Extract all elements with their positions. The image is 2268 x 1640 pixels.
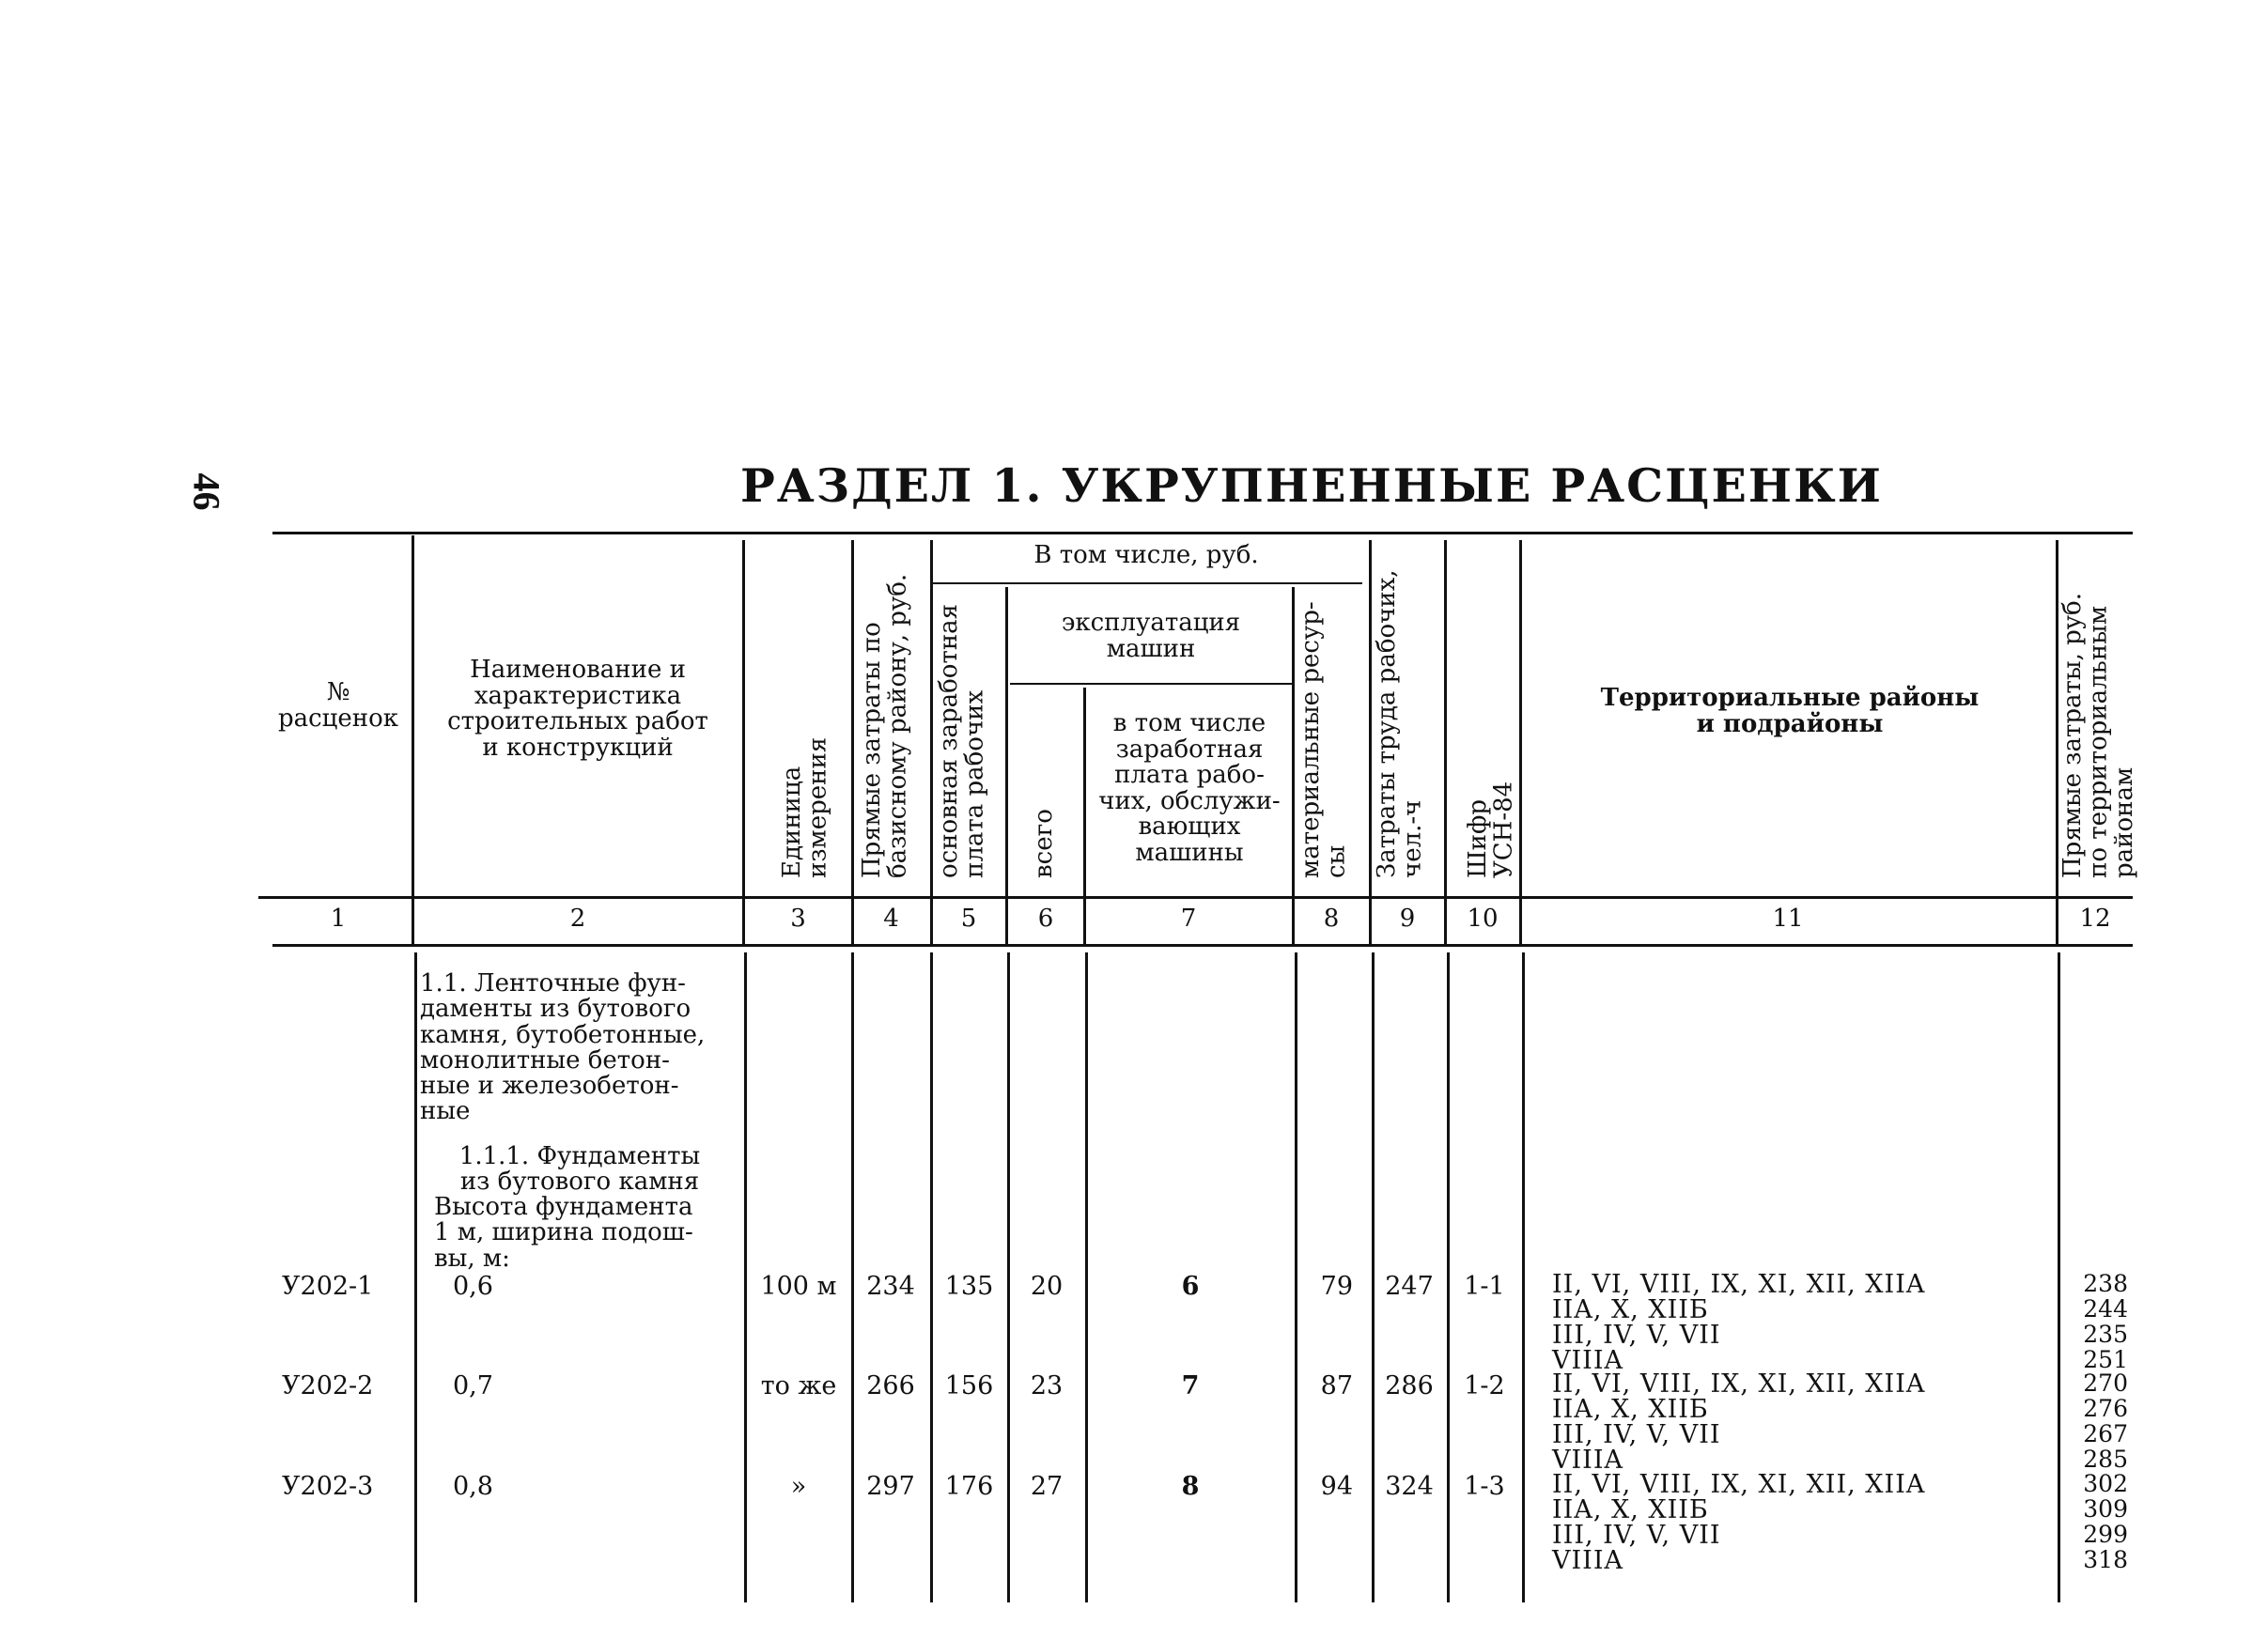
- colnum-10: 10: [1467, 905, 1499, 933]
- colnum-2: 2: [569, 905, 586, 933]
- page-number: 46: [185, 472, 228, 511]
- vrule-5: [1005, 587, 1008, 944]
- header-col4: Прямые затраты по базисному району, руб.: [858, 573, 912, 878]
- cell-labor: 286: [1385, 1371, 1434, 1400]
- cell-region: III, IV, V, VII: [1552, 1321, 1721, 1350]
- section-heading: 1.1. Ленточные фун- даменты из бутового камня, бутобетонные, монолитные бетон- ные и железобетон- ные: [420, 969, 706, 1126]
- cell-machines-wage: 7: [1181, 1371, 1200, 1400]
- cell-region: II, VI, VIII, IX, XI, XII, XIIA: [1552, 1369, 1926, 1399]
- section-subheading: 1.1.1. Фундаменты из бутового камня: [458, 1142, 701, 1197]
- cell-region-cost: 302: [2083, 1470, 2128, 1497]
- cell-code: У202-2: [282, 1371, 374, 1400]
- section-description: Высота фундамента 1 м, ширина подош- вы, м:: [434, 1193, 693, 1273]
- cell-unit: »: [790, 1472, 807, 1501]
- cell-region-cost: 270: [2083, 1369, 2128, 1397]
- cell-region-cost: 309: [2083, 1495, 2128, 1523]
- vrule-10: [1519, 540, 1522, 944]
- body-vrule-11: [2058, 952, 2060, 1602]
- body-vrule-2: [744, 952, 747, 1602]
- cell-region: VIIIA: [1552, 1446, 1623, 1475]
- header-exploit: эксплуатация машин: [1061, 609, 1241, 663]
- cell-region-cost: 299: [2083, 1521, 2128, 1548]
- vrule-2: [742, 540, 745, 944]
- cell-name: 0,7: [453, 1371, 493, 1400]
- cell-region-cost: 285: [2083, 1446, 2128, 1473]
- cell-region: II, VI, VIII, IX, XI, XII, XIIA: [1552, 1270, 1926, 1299]
- cell-wage: 135: [944, 1272, 994, 1301]
- colnum-3: 3: [790, 905, 806, 933]
- cell-unit: то же: [760, 1371, 837, 1400]
- vrule-4: [930, 540, 933, 944]
- cell-cipher: 1-3: [1464, 1472, 1505, 1501]
- cell-machines-wage: 8: [1181, 1472, 1200, 1501]
- header-col8: материальные ресур- сы: [1297, 601, 1351, 878]
- vrule-7: [1292, 587, 1295, 944]
- cell-labor: 247: [1385, 1272, 1434, 1301]
- cell-materials: 79: [1320, 1272, 1353, 1301]
- cell-machines-total: 27: [1030, 1472, 1064, 1501]
- cell-wage: 176: [944, 1472, 994, 1501]
- cell-direct: 234: [866, 1272, 915, 1301]
- cell-region: VIIIA: [1552, 1346, 1623, 1375]
- vrule-1: [412, 535, 414, 944]
- header-col7: в том числе заработная плата рабо- чих, обслужи- вающих машины: [1098, 709, 1281, 867]
- colnum-11: 11: [1772, 905, 1804, 933]
- cell-cipher: 1-2: [1464, 1371, 1505, 1400]
- vrule-8: [1369, 540, 1372, 944]
- cell-region-cost: 318: [2083, 1546, 2128, 1573]
- colnum-8: 8: [1323, 905, 1340, 933]
- colnum-7: 7: [1180, 905, 1197, 933]
- header-col3: Единица измерения: [778, 736, 832, 878]
- cell-name: 0,6: [453, 1272, 493, 1301]
- cell-wage: 156: [944, 1371, 994, 1400]
- cell-region-cost: 251: [2083, 1346, 2128, 1373]
- cell-direct: 297: [866, 1472, 915, 1501]
- colnum-1: 1: [330, 905, 347, 933]
- section-title: РАЗДЕЛ 1. УКРУПНЕННЫЕ РАСЦЕНКИ: [740, 458, 1883, 513]
- colnum-12: 12: [2079, 905, 2111, 933]
- cell-region-cost: 267: [2083, 1420, 2128, 1447]
- header-col9: Затраты труда рабочих, чел.-ч: [1373, 569, 1427, 878]
- colnum-5: 5: [960, 905, 977, 933]
- group-rule: [930, 582, 1362, 584]
- cell-unit: 100 м: [760, 1272, 837, 1301]
- cell-region-cost: 276: [2083, 1395, 2128, 1422]
- cell-name: 0,8: [453, 1472, 493, 1501]
- table-top-rule: [272, 532, 2133, 534]
- cell-region: III, IV, V, VII: [1552, 1420, 1721, 1449]
- header-col2: Наименование и характеристика строительных работ и конструкций: [447, 656, 708, 762]
- cell-cipher: 1-1: [1464, 1272, 1505, 1301]
- header-col11: Территориальные районы и подрайоны: [1600, 684, 1980, 738]
- colnum-9: 9: [1399, 905, 1416, 933]
- cell-region: IIA, X, XIIБ: [1552, 1495, 1709, 1524]
- cell-code: У202-1: [282, 1272, 374, 1301]
- colnum-4: 4: [883, 905, 899, 933]
- header-col5: основная заработная плата рабочих: [935, 603, 989, 878]
- exploit-rule: [1010, 683, 1292, 685]
- cell-materials: 94: [1320, 1472, 1353, 1501]
- body-vrule-1: [414, 952, 417, 1602]
- cell-region: III, IV, V, VII: [1552, 1521, 1721, 1550]
- vrule-3: [851, 540, 854, 944]
- cell-region: IIA, X, XIIБ: [1552, 1395, 1709, 1424]
- cell-labor: 324: [1385, 1472, 1434, 1501]
- header-col6: всего: [1030, 809, 1058, 878]
- cell-code: У202-3: [282, 1472, 374, 1501]
- cell-region: IIA, X, XIIБ: [1552, 1295, 1709, 1324]
- header-bottom-rule: [258, 896, 2133, 899]
- cell-region-cost: 238: [2083, 1270, 2128, 1297]
- cell-direct: 266: [866, 1371, 915, 1400]
- cell-machines-total: 23: [1030, 1371, 1064, 1400]
- cell-region: II, VI, VIII, IX, XI, XII, XIIA: [1552, 1470, 1926, 1499]
- colnum-6: 6: [1037, 905, 1054, 933]
- cell-machines-wage: 6: [1181, 1272, 1200, 1301]
- cell-materials: 87: [1320, 1371, 1353, 1400]
- header-group: В том числе, руб.: [1033, 541, 1259, 569]
- header-col10: Шифр УСН-84: [1464, 781, 1518, 878]
- body-vrule-10: [1522, 952, 1525, 1602]
- cell-machines-total: 20: [1030, 1272, 1064, 1301]
- vrule-9: [1444, 540, 1447, 944]
- header-col12: Прямые затраты, руб. по территориальным районам: [2058, 593, 2139, 878]
- cell-region: VIIIA: [1552, 1546, 1623, 1575]
- cell-region-cost: 244: [2083, 1295, 2128, 1323]
- header-col1: № расценок: [277, 678, 399, 733]
- cell-region-cost: 235: [2083, 1321, 2128, 1348]
- colnum-bottom-rule: [272, 944, 2133, 947]
